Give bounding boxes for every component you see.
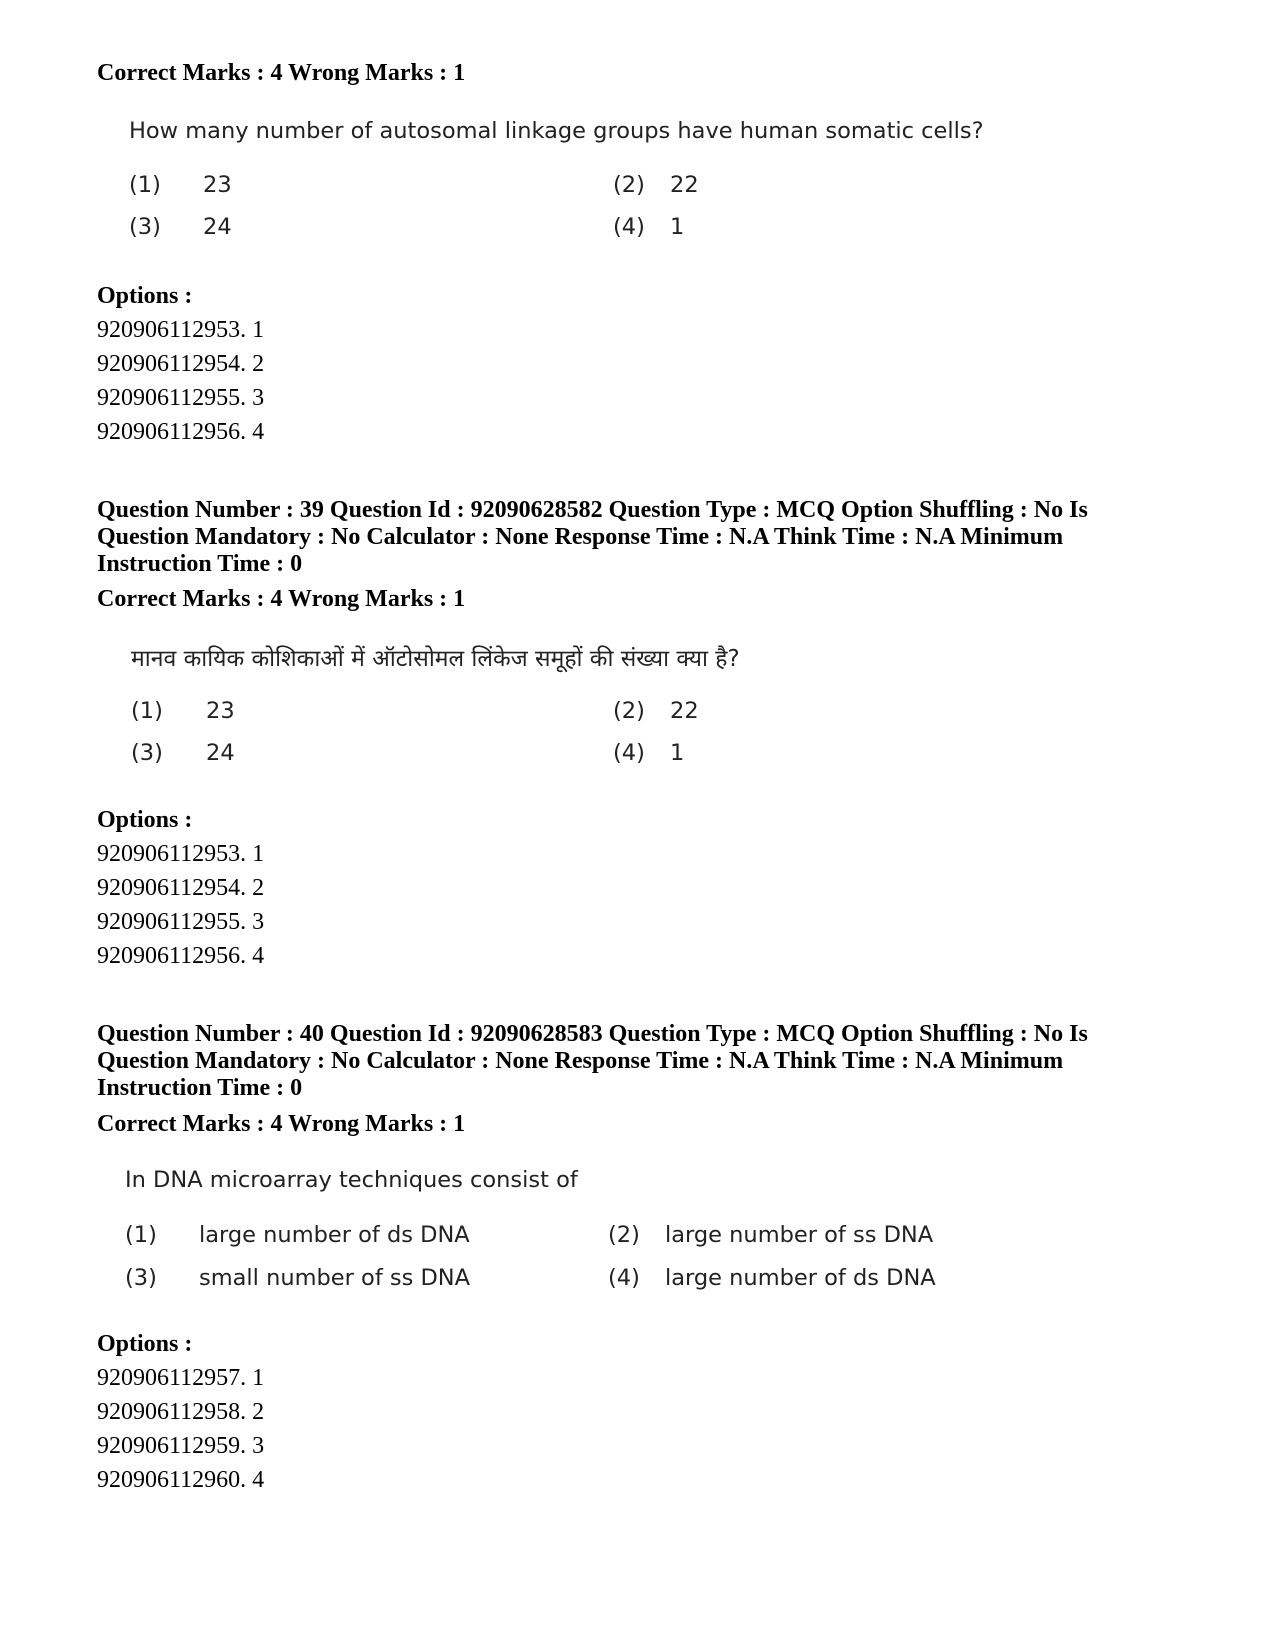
choice-number: (4) <box>608 1265 640 1291</box>
choice-number: (2) <box>613 172 645 198</box>
choice-text: 24 <box>203 214 232 240</box>
header-line: Question Number : 39 Question Id : 92090628582 Question Type : MCQ Option Shuffling : No Is <box>97 497 1088 523</box>
option-id-list <box>97 313 264 449</box>
choice-number: (1) <box>131 698 163 724</box>
header-line: Question Mandatory : No Calculator : None Response Time : N.A Think Time : N.A Minimum <box>97 524 1064 550</box>
choice-number: (3) <box>131 740 163 766</box>
choice-number: (2) <box>613 698 645 724</box>
choice-text: small number of ss DNA <box>199 1265 471 1291</box>
header-line: Question Number : 40 Question Id : 92090628583 Question Type : MCQ Option Shuffling : No Is <box>97 1021 1088 1047</box>
choice-number: (4) <box>613 214 645 240</box>
choice-number: (2) <box>608 1222 640 1248</box>
option-id: 920906112956. 4 <box>97 419 265 445</box>
header-line: Instruction Time : 0 <box>97 1075 303 1101</box>
option-id: 920906112960. 4 <box>97 1467 265 1493</box>
option-id: 920906112953. 1 <box>97 317 265 343</box>
option-id: 920906112955. 3 <box>97 909 265 935</box>
question-header <box>97 497 1157 578</box>
question-text: मानव कायिक कोशिकाओं में ऑटोसोमल लिंकेज समूहों की संख्या क्या है? <box>131 646 740 672</box>
option-id: 920906112954. 2 <box>97 351 265 377</box>
header-line: Instruction Time : 0 <box>97 551 303 577</box>
choice-number: (4) <box>613 740 645 766</box>
option-id: 920906112957. 1 <box>97 1365 265 1391</box>
option-id: 920906112955. 3 <box>97 385 265 411</box>
choice-number: (3) <box>129 214 161 240</box>
choice-text: large number of ss DNA <box>665 1222 934 1248</box>
marks-line: Correct Marks : 4 Wrong Marks : 1 <box>97 586 466 612</box>
choice-number: (1) <box>125 1222 157 1248</box>
question-text: In DNA microarray techniques consist of <box>125 1167 578 1193</box>
option-id-list <box>97 837 264 973</box>
choice-text: 1 <box>670 740 685 766</box>
choice-text: 22 <box>670 698 699 724</box>
option-id: 920906112954. 2 <box>97 875 265 901</box>
option-id: 920906112956. 4 <box>97 943 265 969</box>
header-line: Question Mandatory : No Calculator : None Response Time : N.A Think Time : N.A Minimum <box>97 1048 1064 1074</box>
option-id: 920906112959. 3 <box>97 1433 265 1459</box>
question-header <box>97 1021 1157 1102</box>
options-heading: Options : <box>97 807 193 833</box>
options-heading: Options : <box>97 1331 193 1357</box>
question-text: How many number of autosomal linkage groups have human somatic cells? <box>129 118 984 144</box>
option-id: 920906112958. 2 <box>97 1399 265 1425</box>
options-heading: Options : <box>97 283 193 309</box>
choice-text: large number of ds DNA <box>199 1222 470 1248</box>
marks-line: Correct Marks : 4 Wrong Marks : 1 <box>97 1111 466 1137</box>
option-id: 920906112953. 1 <box>97 841 265 867</box>
choice-text: 23 <box>206 698 235 724</box>
choice-text: 23 <box>203 172 232 198</box>
choice-number: (3) <box>125 1265 157 1291</box>
marks-line: Correct Marks : 4 Wrong Marks : 1 <box>97 60 466 86</box>
choice-text: 22 <box>670 172 699 198</box>
choice-text: 1 <box>670 214 685 240</box>
option-id-list <box>97 1361 264 1497</box>
choice-number: (1) <box>129 172 161 198</box>
choice-text: 24 <box>206 740 235 766</box>
choice-text: large number of ds DNA <box>665 1265 936 1291</box>
